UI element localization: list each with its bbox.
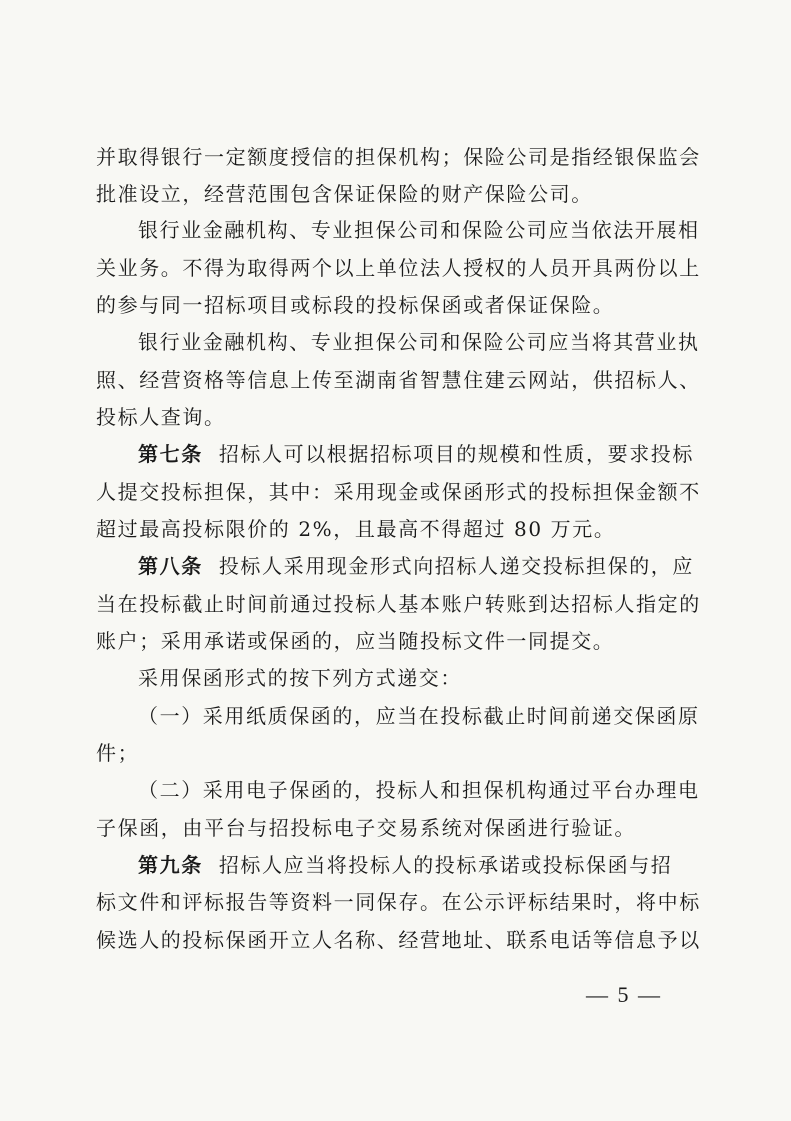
text-line: 银行业金融机构、专业担保公司和保险公司应当将其营业执	[138, 330, 700, 354]
article-text: 招标人可以根据招标项目的规模和性质，要求投标	[218, 442, 695, 466]
text-line: 子保函，由平台与招投标电子交易系统对保函进行验证。	[96, 816, 636, 840]
text-line: 件；	[96, 741, 140, 765]
article-8-line	[138, 554, 694, 578]
article-heading: 第七条	[138, 442, 203, 466]
article-heading: 第九条	[138, 853, 203, 877]
text-line: 账户；采用承诺或保函的，应当随投标文件一同提交。	[96, 629, 615, 653]
text-line: 采用保函形式的按下列方式递交：	[138, 666, 462, 690]
text-line: 并取得银行一定额度授信的担保机构；保险公司是指经银保监会	[96, 145, 701, 169]
text-line: 当在投标截止时间前通过投标人基本账户转账到达招标人指定的	[96, 592, 701, 616]
text-line: 批准设立，经营范围包含保证保险的财产保险公司。	[96, 182, 593, 206]
text-line: 银行业金融机构、专业担保公司和保险公司应当依法开展相	[138, 218, 700, 242]
text-line: 人提交投标担保，其中：采用现金或保函形式的投标担保金额不	[96, 480, 701, 504]
text-line: 超过最高投标限价的 2%，且最高不得超过 80 万元。	[96, 517, 616, 541]
article-text: 招标人应当将投标人的投标承诺或投标保函与招	[218, 853, 673, 877]
article-heading: 第八条	[138, 554, 203, 578]
text-line: 照、经营资格等信息上传至湖南省智慧住建云网站，供招标人、	[96, 368, 701, 392]
text-line: 标文件和评标报告等资料一同保存。在公示评标结果时，将中标	[96, 890, 701, 914]
text-line: 候选人的投标保函开立人名称、经营地址、联系电话等信息予以	[96, 928, 701, 952]
text-line: 的参与同一招标项目或标段的投标保函或者保证保险。	[96, 293, 615, 317]
text-line: （二）采用电子保函的，投标人和担保机构通过平台办理电	[138, 778, 700, 802]
article-7-line	[138, 442, 694, 466]
article-9-line	[138, 853, 672, 877]
article-text: 投标人采用现金形式向招标人递交投标担保的，应	[218, 554, 695, 578]
text-line: 投标人查询。	[96, 405, 226, 429]
text-line: （一）采用纸质保函的，应当在投标截止时间前递交保函原	[138, 704, 700, 728]
text-line: 关业务。不得为取得两个以上单位法人授权的人员开具两份以上	[96, 256, 701, 280]
page-number: — 5 —	[586, 982, 662, 1007]
